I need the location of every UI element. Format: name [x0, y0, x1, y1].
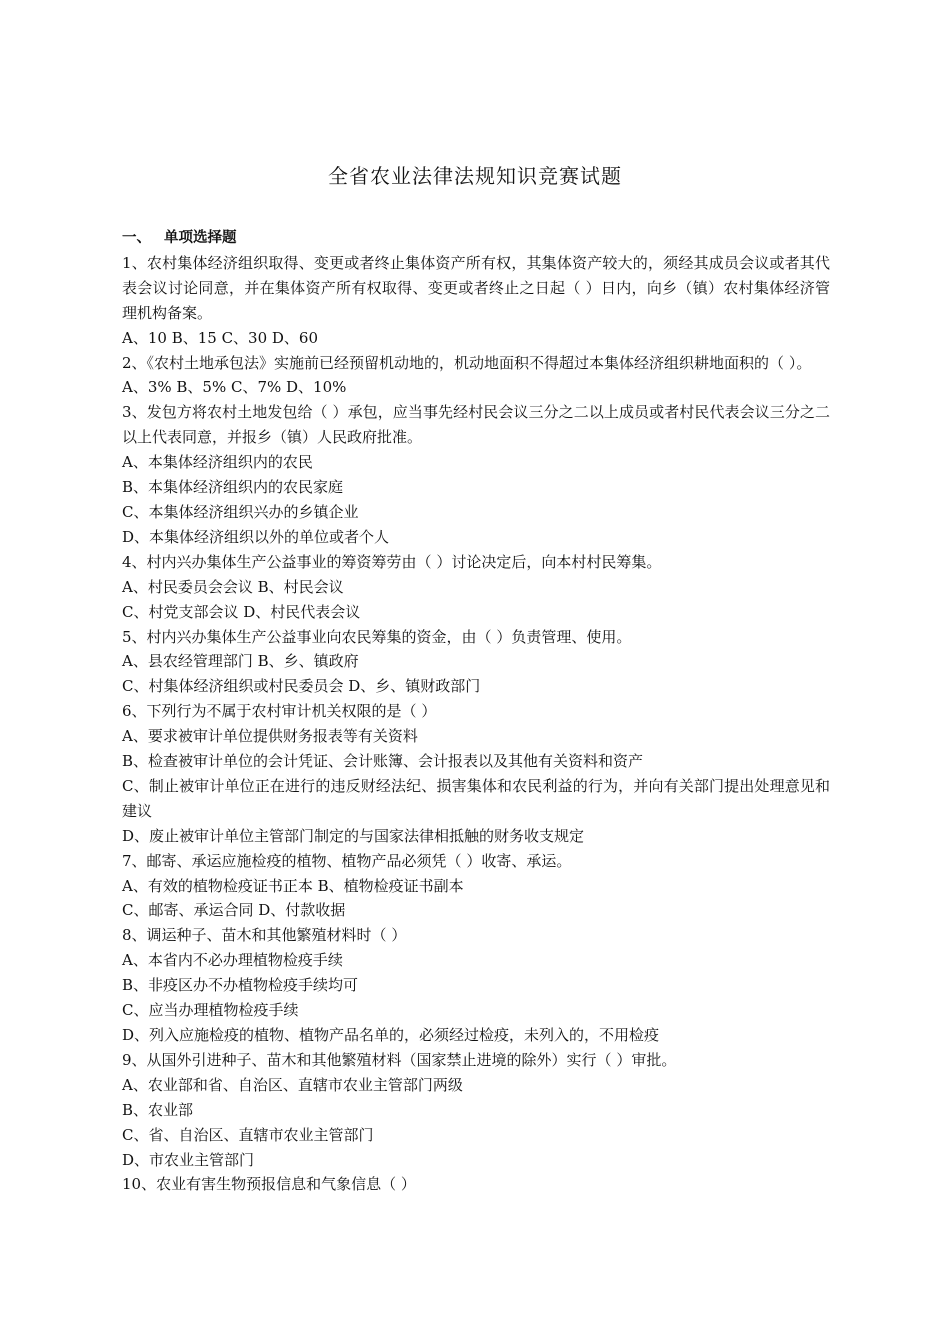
text-line: C、制止被审计单位正在进行的违反财经法纪、损害集体和农民利益的行为，并向有关部门提出处理意见和建议	[122, 776, 830, 820]
section-heading	[122, 226, 830, 251]
text-line: C、本集体经济组织兴办的乡镇企业	[122, 502, 359, 521]
text-line: A、3% B、5% C、7% D、10%	[122, 378, 347, 397]
text-line: C、村党支部会议 D、村民代表会议	[122, 602, 361, 621]
text-line: A、县农经管理部门 B、乡、镇政府	[122, 652, 359, 671]
text-line: B、农业部	[122, 1100, 194, 1119]
section-title: 单项选择题	[164, 230, 237, 246]
text-line: 3、发包方将农村土地发包给（ ）承包，应当事先经村民会议三分之二以上成员或者村民代表会议三分之二以上代表同意，并报乡（镇）人民政府批准。	[122, 403, 830, 447]
text-line: C、村集体经济组织或村民委员会 D、乡、镇财政部门	[122, 677, 481, 696]
text-line: 10、农业有害生物预报信息和气象信息（ ）	[122, 1175, 416, 1194]
text-line: 7、邮寄、承运应施检疫的植物、植物产品必须凭（ ）收寄、承运。	[122, 851, 572, 870]
text-line: D、市农业主管部门	[122, 1150, 255, 1169]
text-line: A、10 B、15 C、30 D、60	[122, 328, 319, 347]
text-line: A、农业部和省、自治区、直辖市农业主管部门两级	[122, 1075, 463, 1094]
text-line: 5、村内兴办集体生产公益事业向农民筹集的资金，由（ ）负责管理、使用。	[122, 627, 632, 646]
text-line: 6、下列行为不属于农村审计机关权限的是（ ）	[122, 702, 437, 721]
text-line: A、村民委员会会议 B、村民会议	[122, 577, 344, 596]
text-line: C、邮寄、承运合同 D、付款收据	[122, 901, 346, 920]
text-line: D、本集体经济组织以外的单位或者个人	[122, 527, 390, 546]
question-list	[122, 251, 830, 1197]
document-body	[122, 226, 830, 1197]
section-number: 一、	[122, 230, 151, 246]
text-line: A、本集体经济组织内的农民	[122, 453, 313, 472]
text-line: C、应当办理植物检疫手续	[122, 1001, 299, 1020]
text-line: D、废止被审计单位主管部门制定的与国家法律相抵触的财务收支规定	[122, 826, 585, 845]
text-line: 8、调运种子、苗木和其他繁殖材料时（ ）	[122, 926, 407, 945]
text-line: A、要求被审计单位提供财务报表等有关资料	[122, 727, 418, 746]
text-line: B、检查被审计单位的会计凭证、会计账簿、会计报表以及其他有关资料和资产	[122, 752, 644, 771]
text-line: 1、农村集体经济组织取得、变更或者终止集体资产所有权，其集体资产较大的，须经其成员会议或者其代表会议讨论同意，并在集体资产所有权取得、变更或者终止之日起（ ）日内，向乡（镇）农村集体经济管理机构备案。	[122, 253, 830, 322]
text-line: A、本省内不必办理植物检疫手续	[122, 951, 343, 970]
text-line: 9、从国外引进种子、苗木和其他繁殖材料（国家禁止进境的除外）实行（ ）审批。	[122, 1050, 677, 1069]
text-line: 4、村内兴办集体生产公益事业的筹资筹劳由（ ）讨论决定后，向本村村民筹集。	[122, 552, 662, 571]
text-line: C、省、自治区、直辖市农业主管部门	[122, 1125, 374, 1144]
text-line: A、有效的植物检疫证书正本 B、植物检疫证书副本	[122, 876, 464, 895]
text-line: B、非疫区办不办植物检疫手续均可	[122, 976, 359, 995]
page-title: 全省农业法律法规知识竞赛试题	[328, 164, 622, 188]
text-line: 2、《农村土地承包法》实施前已经预留机动地的，机动地面积不得超过本集体经济组织耕地面积的（ ）。	[122, 353, 812, 372]
text-line: B、本集体经济组织内的农民家庭	[122, 478, 344, 497]
text-line: D、列入应施检疫的植物、植物产品名单的，必须经过检疫，未列入的，不用检疫	[122, 1026, 660, 1044]
